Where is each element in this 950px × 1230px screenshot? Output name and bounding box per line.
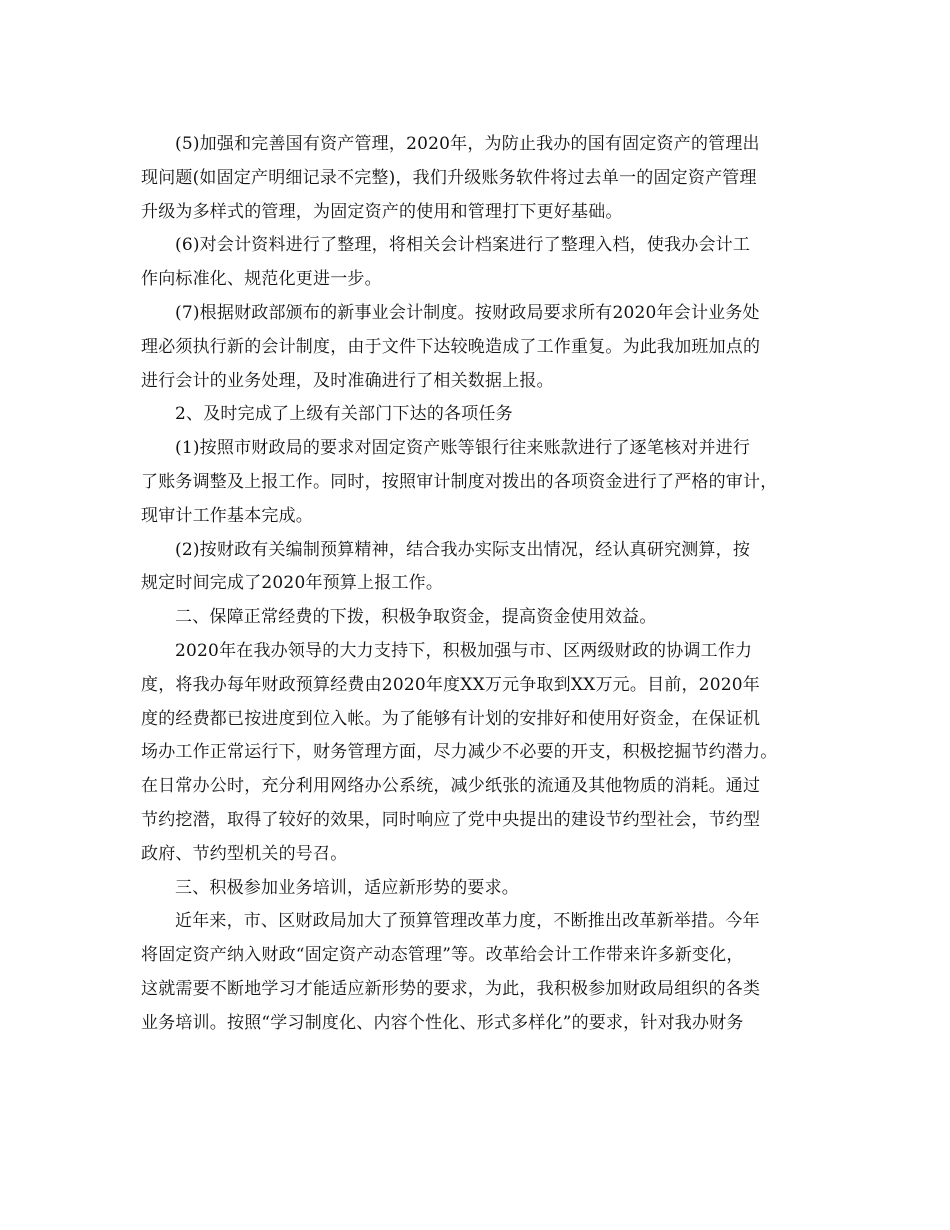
text-line: (7)根据财政部颁布的新事业会计制度。按财政局要求所有2020年会计业务处 bbox=[175, 302, 760, 323]
text-line: (6)对会计资料进行了整理，将相关会计档案进行了整理入档，使我办会计工 bbox=[175, 235, 751, 256]
text-line: 2020年在我办领导的大力支持下，积极加强与市、区两级财政的协调工作力 bbox=[175, 640, 753, 661]
text-line: 在日常办公时，充分利用网络办公系统，减少纸张的流通及其他物质的消耗。通过 bbox=[141, 776, 761, 797]
text-line: 升级为多样式的管理，为固定资产的使用和管理打下更好基础。 bbox=[141, 201, 623, 222]
section-heading: 2、及时完成了上级有关部门下达的各项任务 bbox=[175, 404, 513, 425]
text-line: 节约挖潜，取得了较好的效果，同时响应了党中央提出的建设节约型社会，节约型 bbox=[141, 809, 761, 830]
text-line: 这就需要不断地学习才能适应新形势的要求，为此，我积极参加财政局组织的各类 bbox=[141, 978, 761, 999]
text-line: 政府、节约型机关的号召。 bbox=[141, 843, 348, 864]
text-line: 近年来，市、区财政局加大了预算管理改革力度，不断推出改革新举措。今年 bbox=[175, 911, 760, 932]
text-line: (5)加强和完善国有资产管理，2020年，为防止我办的国有固定资产的管理出 bbox=[175, 134, 760, 154]
text-line: 规定时间完成了2020年预算上报工作。 bbox=[141, 573, 444, 594]
section-heading: 二、保障正常经费的下拨，积极争取资金，提高资金使用效益。 bbox=[175, 607, 657, 628]
text-line: 度，将我办每年财政预算经费由2020年度XX万元争取到XX万元。目前，2020年 bbox=[141, 674, 760, 695]
section-heading: 三、积极参加业务培训，适应新形势的要求。 bbox=[175, 877, 519, 898]
text-line: 理必须执行新的会计制度，由于文件下达较晚造成了工作重复。为此我加班加点的 bbox=[141, 336, 761, 357]
text-line: 业务培训。按照“学习制度化、内容个性化、形式多样化”的要求，针对我办财务 bbox=[141, 1012, 744, 1033]
text-line: 了账务调整及上报工作。同时，按照审计制度对拨出的各项资金进行了严格的审计， bbox=[141, 471, 778, 492]
text-line: 作向标准化、规范化更进一步。 bbox=[141, 269, 382, 290]
document-body bbox=[141, 128, 821, 1041]
text-line: 度的经费都已按进度到位入帐。为了能够有计划的安排好和使用好资金，在保证机 bbox=[141, 708, 761, 729]
text-line: 现问题(如固定产明细记录不完整)，我们升级账务软件将过去单一的固定资产管理 bbox=[141, 167, 757, 188]
text-line: 进行会计的业务处理，及时准确进行了相关数据上报。 bbox=[141, 370, 554, 391]
text-line: (1)按照市财政局的要求对固定资产账等银行往来账款进行了逐笔核对并进行 bbox=[175, 438, 751, 459]
text-line: 场办工作正常运行下，财务管理方面，尽力减少不必要的开支，积极挖掘节约潜力。 bbox=[141, 742, 778, 763]
text-line: (2)按财政有关编制预算精神，结合我办实际支出情况，经认真研究测算，按 bbox=[175, 539, 751, 560]
text-line: 现审计工作基本完成。 bbox=[141, 505, 313, 526]
text-line: 将固定资产纳入财政“固定资产动态管理”等。改革给会计工作带来许多新变化， bbox=[141, 945, 744, 966]
